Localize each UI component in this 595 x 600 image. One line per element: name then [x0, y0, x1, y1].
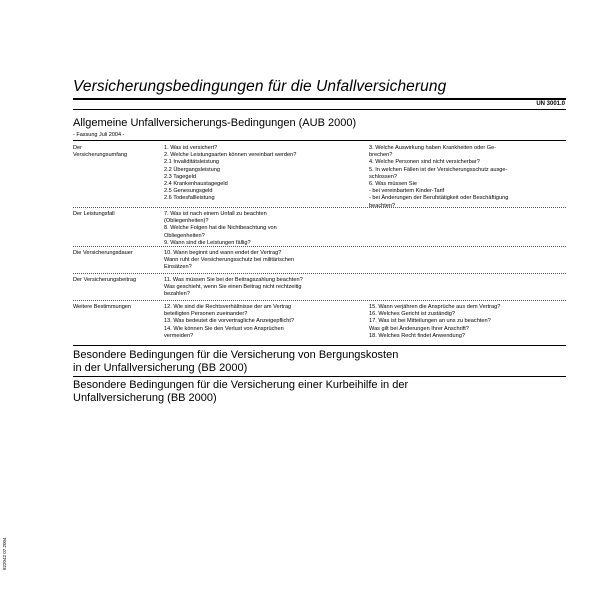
document-number: UN 3001.0 — [536, 101, 565, 107]
aub-rule — [73, 140, 566, 141]
document-title: Versicherungsbedingungen für die Unfallversicherung — [73, 78, 447, 95]
row-label: Der Versicherungsbeitrag — [73, 277, 137, 283]
row-col1: 12. Wie sind die Rechtsverhältnisse der am Vertrag beteiligten Personen zueinander? 13. Was bedeutet die vorvertragliche Anzeigepflicht? 14. Wie können Sie den Verlust von Ansprüchen vermeiden? — [164, 304, 295, 339]
bb-bergung-heading-1: Besondere Bedingungen für die Versicherung von Bergungskosten — [73, 349, 399, 361]
row-divider — [73, 300, 566, 301]
docnum-rule — [73, 109, 566, 110]
row-col1: 10. Wann beginnt und wann endet der Vertrag? Wann ruht der Versicherungsschutz bei militärischen Einsätzen? — [164, 250, 295, 271]
title-rule — [73, 98, 566, 100]
row-divider — [73, 246, 566, 247]
bb-bergung-heading-2: in der Unfallversicherung (BB 2000) — [73, 362, 248, 374]
section-rule — [73, 376, 566, 377]
row-divider — [73, 207, 566, 208]
row-col2: 3. Welche Auswirkung haben Krankheiten oder Ge- brechen? 4. Welche Personen sind nicht versicherbar? 5. In welchen Fällen ist der Versicherungsschutz ausge- schlossen? 6. Was müssen Sie - bei vereinbartem Kinder-Tarif - bei Änderungen der Berufstätigkeit oder Beschäftigung beachten? — [369, 145, 509, 209]
row-label: Weitere Bestimmungen — [73, 304, 132, 310]
row-col1: 1. Was ist versichert? 2. Welche Leistungsarten können vereinbart werden? 2.1 Invaliditätsleistung 2.2 Übergangsleistung 2.3 Tagegeld 2.4 Krankenhaustagegeld 2.5 Genesungsgeld 2.6 Todesfallleistung — [164, 145, 297, 202]
row-col1: 7. Was ist nach einem Unfall zu beachten (Obliegenheiten)? 8. Welche Folgen hat die Nichtbeachtung von Obliegenheiten? 9. Wann sind die Leistungen fällig? — [164, 211, 277, 246]
row-col2: 15. Wann verjähren die Ansprüche aus dem Vertrag? 16. Welches Gericht ist zuständig? 17. Was ist bei Mitteilungen an uns zu beachten? Was gilt bei Änderungen Ihrer Anschrift? 18. Welches Recht findet Anwendung? — [369, 304, 501, 339]
side-code: 822042 07.2004 — [2, 537, 7, 570]
bb-kur-heading-2: Unfallversicherung (BB 2000) — [73, 392, 217, 404]
bb-kur-heading-1: Besondere Bedingungen für die Versicherung einer Kurbeihilfe in der — [73, 379, 409, 391]
aub-fassung: - Fassung Juli 2004 - — [73, 132, 125, 138]
section-rule — [73, 345, 566, 346]
row-label: Der Versicherungsumfang — [73, 145, 128, 158]
row-divider — [73, 273, 566, 274]
row-col1: 11. Was müssen Sie bei der Beitragszahlung beachten? Was geschieht, wenn Sie einen Beitrag nicht rechtzeitig bezahlen? — [164, 277, 303, 298]
row-label: Die Versicherungsdauer — [73, 250, 133, 256]
aub-heading: Allgemeine Unfallversicherungs-Bedingungen (AUB 2000) — [73, 117, 357, 129]
row-label: Der Leistungsfall — [73, 211, 115, 217]
